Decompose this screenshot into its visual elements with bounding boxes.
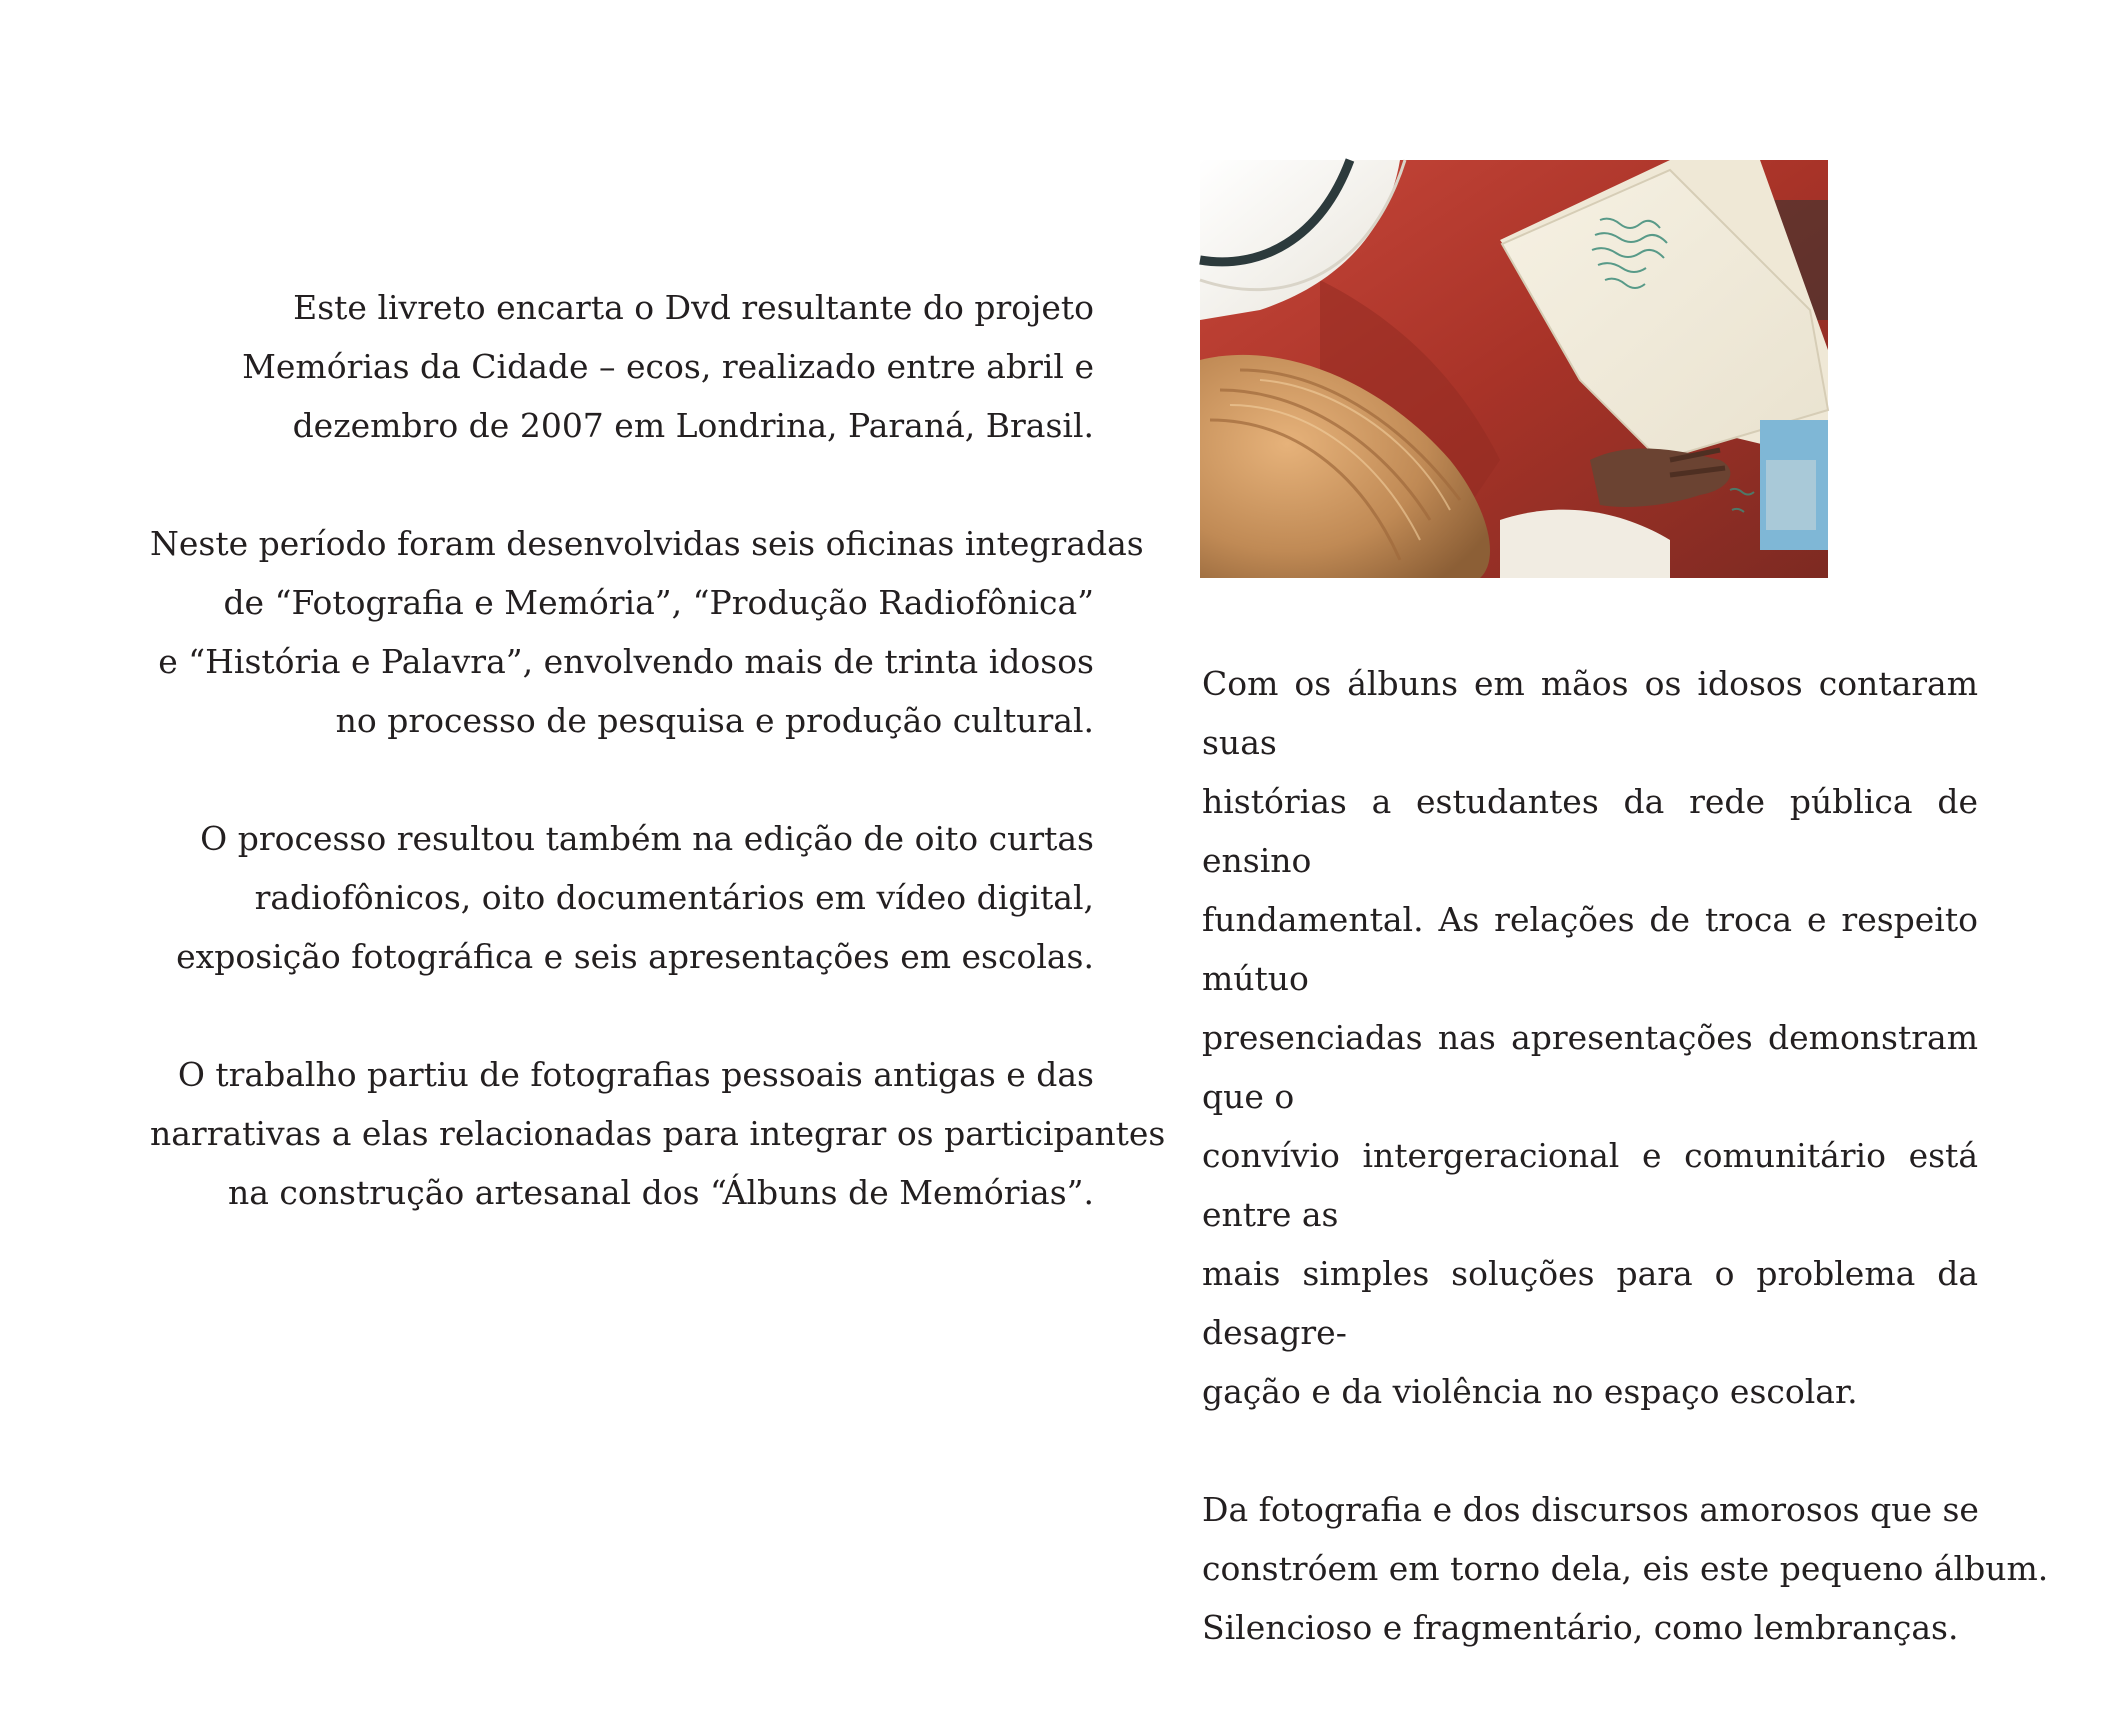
text-line: radiofônicos, oito documentários em vídeo digital, — [254, 878, 1094, 917]
left-text-column — [150, 278, 1166, 1281]
text-line: mais simples soluções para o problema da desagre- — [1202, 1254, 1978, 1352]
text-line: O processo resultou também na edição de oito curtas — [200, 819, 1094, 858]
left-paragraph-3 — [150, 809, 1094, 986]
right-text-column — [1202, 654, 2049, 1716]
text-line: Neste período foram desenvolvidas seis oficinas integradas — [150, 524, 1144, 563]
text-line: gação e da violência no espaço escolar. — [1202, 1372, 1858, 1411]
text-line: presenciadas nas apresentações demonstram que o — [1202, 1018, 1978, 1116]
text-line: O trabalho partiu de fotografias pessoais antigas e das — [177, 1055, 1094, 1094]
text-line: histórias a estudantes da rede pública de ensino — [1202, 782, 1978, 880]
text-line: Este livreto encarta o Dvd resultante do projeto — [293, 288, 1094, 327]
right-paragraph-1 — [1202, 654, 1978, 1421]
text-line: na construção artesanal dos “Álbuns de Memórias”. — [228, 1173, 1094, 1212]
right-paragraph-2 — [1202, 1480, 2049, 1657]
text-line: Com os álbuns em mãos os idosos contaram suas — [1202, 664, 1978, 762]
text-line: dezembro de 2007 em Londrina, Paraná, Brasil. — [292, 406, 1094, 445]
text-line: fundamental. As relações de troca e respeito mútuo — [1202, 900, 1978, 998]
left-paragraph-1 — [150, 278, 1094, 455]
text-line: narrativas a elas relacionadas para integrar os participantes — [150, 1114, 1166, 1153]
text-line: convívio intergeracional e comunitário está entre as — [1202, 1136, 1978, 1234]
text-line: constróem em torno dela, eis este pequeno álbum. — [1202, 1549, 2049, 1588]
text-line: Memórias da Cidade – ecos, realizado entre abril e — [242, 347, 1094, 386]
photo-illustration — [1200, 160, 1828, 578]
left-paragraph-2 — [150, 514, 1144, 750]
text-line: exposição fotográfica e seis apresentações em escolas. — [176, 937, 1094, 976]
text-line: Da fotografia e dos discursos amorosos que se — [1202, 1490, 1979, 1529]
text-line: no processo de pesquisa e produção cultural. — [335, 701, 1094, 740]
text-line: e “História e Palavra”, envolvendo mais de trinta idosos — [158, 642, 1094, 681]
text-line: de “Fotografia e Memória”, “Produção Radiofônica” — [223, 583, 1094, 622]
left-paragraph-4 — [150, 1045, 1166, 1222]
photo-elderly-hands-album — [1200, 160, 1828, 578]
text-line: Silencioso e fragmentário, como lembranças. — [1202, 1608, 1959, 1647]
